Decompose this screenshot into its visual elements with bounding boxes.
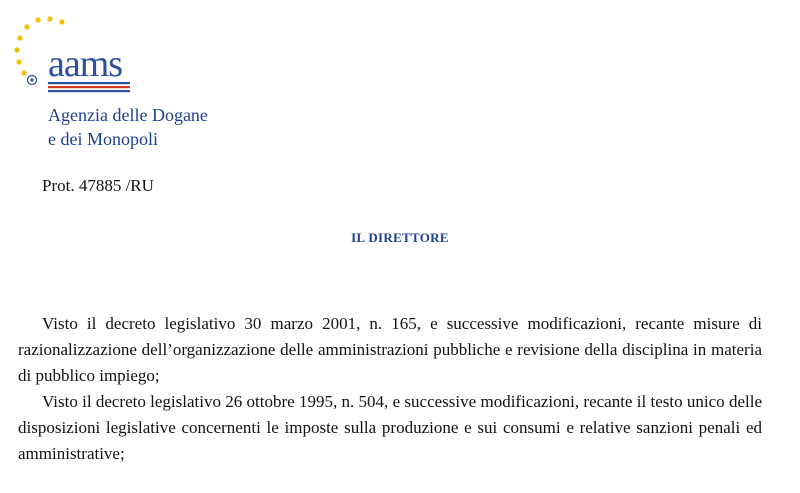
agency-name-line2: e dei Monopoli [48, 129, 158, 149]
emblem-icon [28, 76, 37, 85]
logo-wordmark: aams [48, 43, 123, 85]
logo-stripe-red [48, 86, 130, 88]
protocol-number: Prot. 47885 /RU [42, 176, 154, 195]
paragraph: Visto il decreto legislativo 26 ottobre 1995, n. 504, e successive modificazioni, recante il testo unico delle disposizioni legislative concernenti le imposte sulla produzione e sui consumi e relative sanzioni penali ed amministrative; [18, 392, 762, 463]
paragraph: Visto il decreto legislativo 30 marzo 2001, n. 165, e successive modificazioni, recante misure di razionalizzazione dell’organizzazione delle amministrazioni pubbliche e revisione della disciplina in materia di pubblico impiego; [18, 314, 762, 385]
logo-stripe-blue-2 [48, 90, 130, 92]
document-heading: IL DIRETTORE [351, 230, 449, 245]
agency-name-line1: Agenzia delle Dogane [48, 105, 208, 125]
aams-logo [10, 12, 150, 102]
agency-name [48, 103, 208, 151]
document-body [18, 311, 762, 467]
